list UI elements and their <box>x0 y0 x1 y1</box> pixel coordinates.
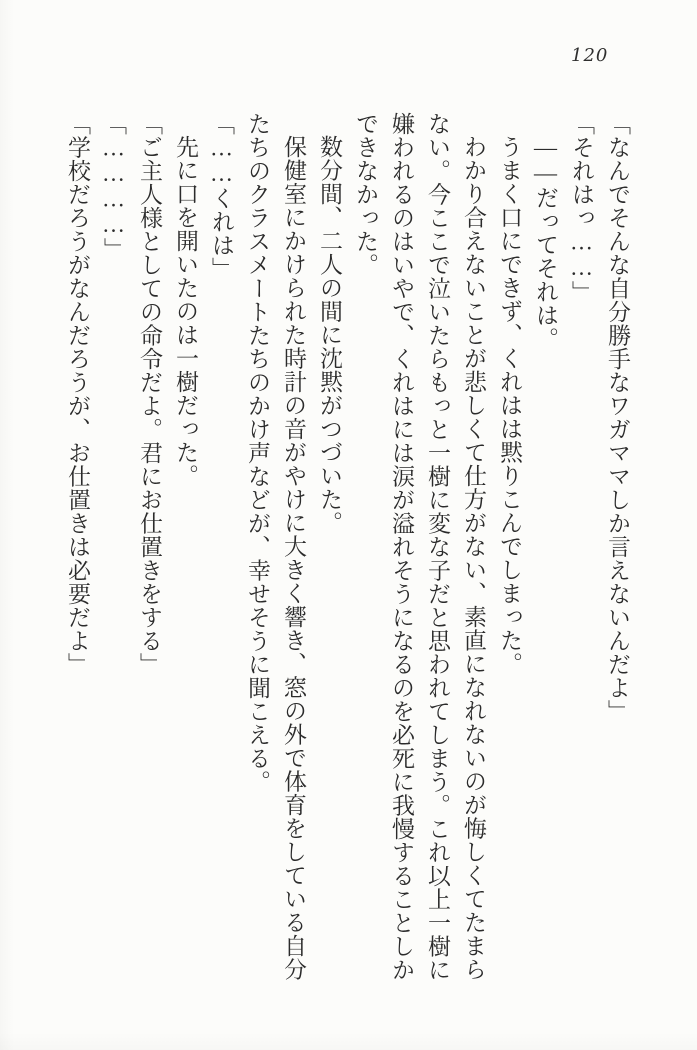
paragraph: わかり合えないことが悲しくて仕方がない、素直になれないのが悔しくてたまらない。今ここで泣いたらもっと一樹に変な子だと思われてしまう。これ以上一樹に嫌われるのはいやで、くれはには涙が溢れそうになるのを必死に我慢することしかできなかった。 <box>353 112 486 982</box>
paragraph: 数分間、二人の間に沈黙がつづいた。 <box>317 135 342 535</box>
text-block <box>59 112 635 992</box>
paragraph: 「…………」 <box>101 112 126 261</box>
paragraph: 先に口を開いたのは一樹だった。 <box>173 135 198 488</box>
page-number: 120 <box>571 45 609 66</box>
paragraph: 「……くれは」 <box>209 112 234 281</box>
paragraph: うまく口にできず、くれはは黙りこんでしまった。 <box>497 135 522 676</box>
paragraph: 「ご主人様としての命令だよ。君にお仕置きをする」 <box>137 112 162 676</box>
paragraph: 「学校だろうがなんだろうが、お仕置きは必要だよ」 <box>65 112 90 676</box>
paragraph: 「なんでそんな自分勝手なワガママしか言えないんだよ」 <box>605 112 630 723</box>
paragraph: 「それはっ……」 <box>569 112 594 304</box>
paragraph: 保健室にかけられた時計の音がやけに大きく響き、窓の外で体育をしている自分たちのクラスメートたちのかけ声などが、幸せそうに聞こえる。 <box>245 112 306 981</box>
paragraph: ――だってそれは。 <box>533 135 558 351</box>
